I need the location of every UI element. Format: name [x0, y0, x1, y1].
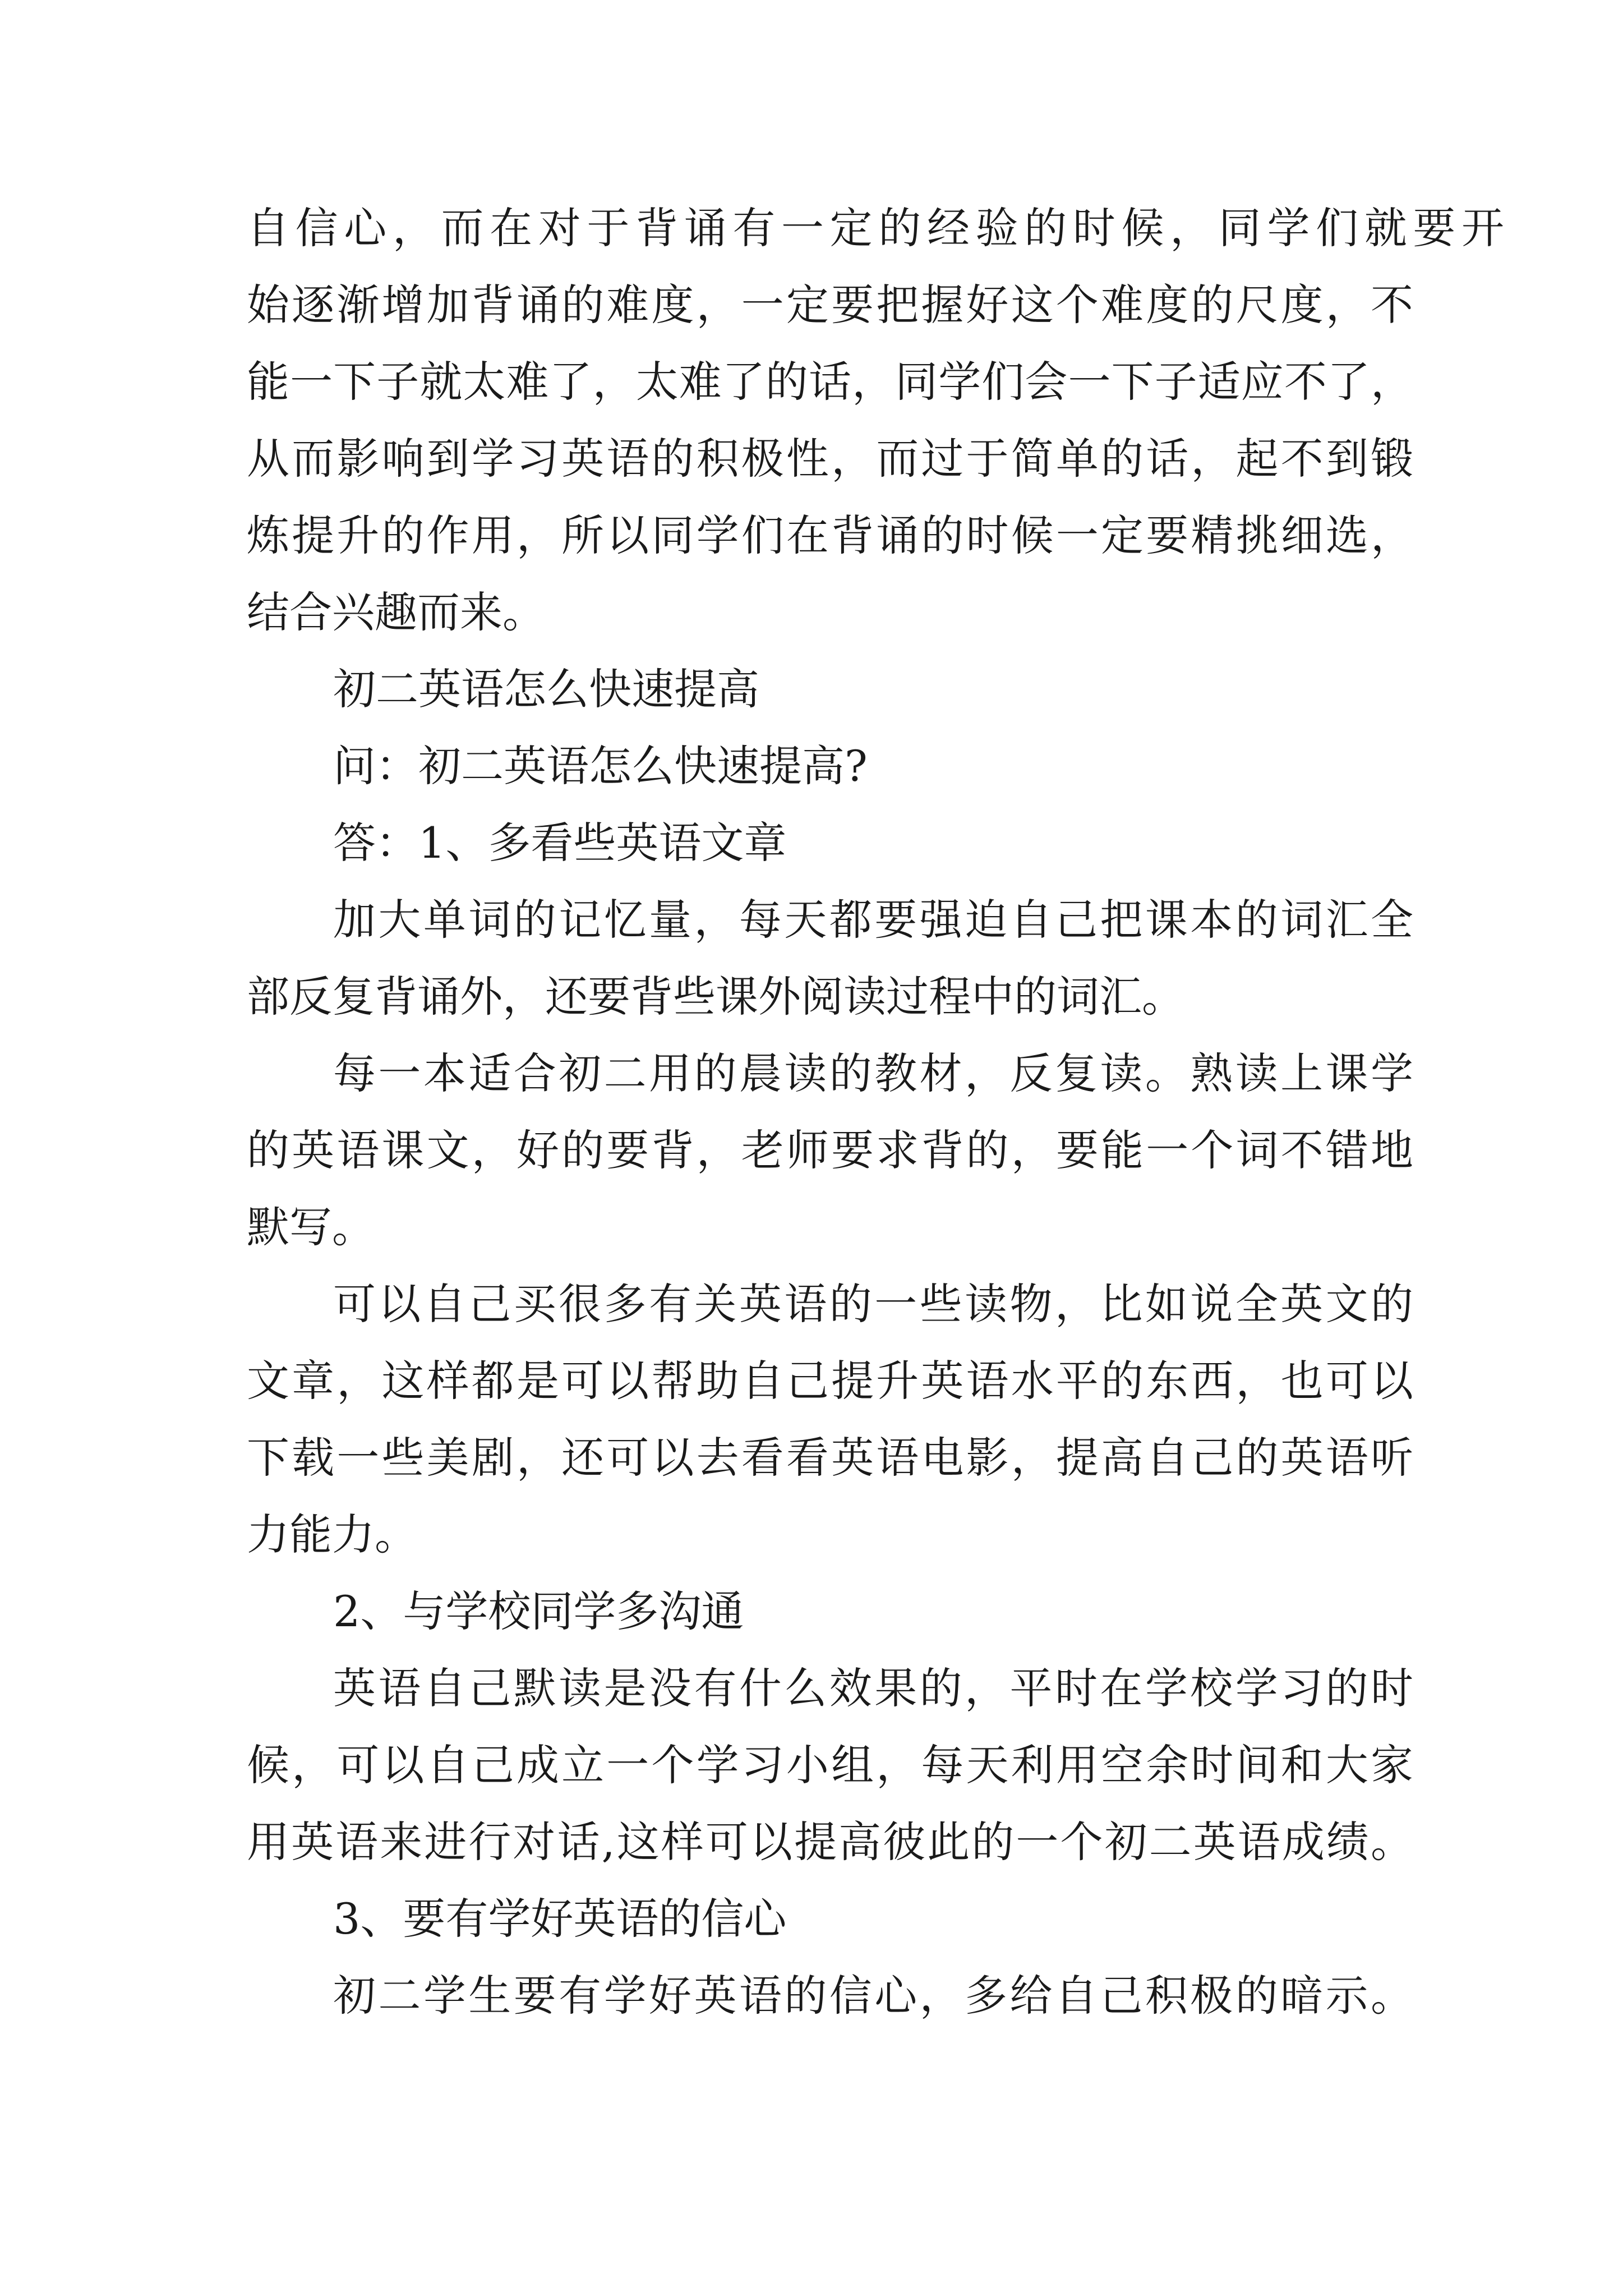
text-line: 力能力。 — [247, 1510, 417, 1559]
text-line: 炼提升的作用，所以同学们在背诵的时候一定要精挑细选， — [247, 510, 1413, 560]
text-line: 部反复背诵外，还要背些课外阅读过程中的词汇。 — [247, 972, 1184, 1022]
section-heading: 3、要有学好英语的信心 — [333, 1894, 787, 1944]
text-line: 文章，这样都是可以帮助自己提升英语水平的东西，也可以 — [247, 1356, 1413, 1406]
text-line: 能一下子就太难了，太难了的话，同学们会一下子适应不了， — [247, 357, 1413, 407]
document-body — [247, 190, 1510, 2034]
text-line: 结合兴趣而来。 — [247, 587, 545, 637]
section-heading: 2、与学校同学多沟通 — [333, 1586, 744, 1636]
text-line: 自信心，而在对于背诵有一定的经验的时候，同学们就要开 — [247, 203, 1510, 253]
text-line: 可以自己买很多有关英语的一些读物，比如说全英文的 — [333, 1279, 1413, 1329]
text-line: 的英语课文，好的要背，老师要求背的，要能一个词不错地 — [247, 1125, 1413, 1175]
text-line: 用英语来进行对话,这样可以提高彼此的一个初二英语成绩。 — [247, 1817, 1413, 1867]
section-heading: 初二英语怎么快速提高 — [333, 664, 759, 714]
question-line: 问：初二英语怎么快速提高? — [333, 741, 868, 791]
text-line: 候，可以自己成立一个学习小组，每天利用空余时间和大家 — [247, 1740, 1413, 1790]
text-line: 从而影响到学习英语的积极性，而过于简单的话，起不到锻 — [247, 434, 1413, 484]
answer-heading: 答：1、多看些英语文章 — [333, 818, 787, 868]
text-line: 初二学生要有学好英语的信心，多给自己积极的暗示。 — [333, 1971, 1413, 2021]
text-line: 始逐渐增加背诵的难度，一定要把握好这个难度的尺度，不 — [247, 280, 1413, 330]
text-line: 加大单词的记忆量，每天都要强迫自己把课本的词汇全 — [333, 895, 1413, 945]
text-line: 英语自己默读是没有什么效果的，平时在学校学习的时 — [333, 1663, 1413, 1713]
text-line: 下载一些美剧，还可以去看看英语电影，提高自己的英语听 — [247, 1433, 1413, 1483]
text-line: 每一本适合初二用的晨读的教材，反复读。熟读上课学 — [333, 1048, 1413, 1098]
text-line: 默写。 — [247, 1202, 375, 1252]
